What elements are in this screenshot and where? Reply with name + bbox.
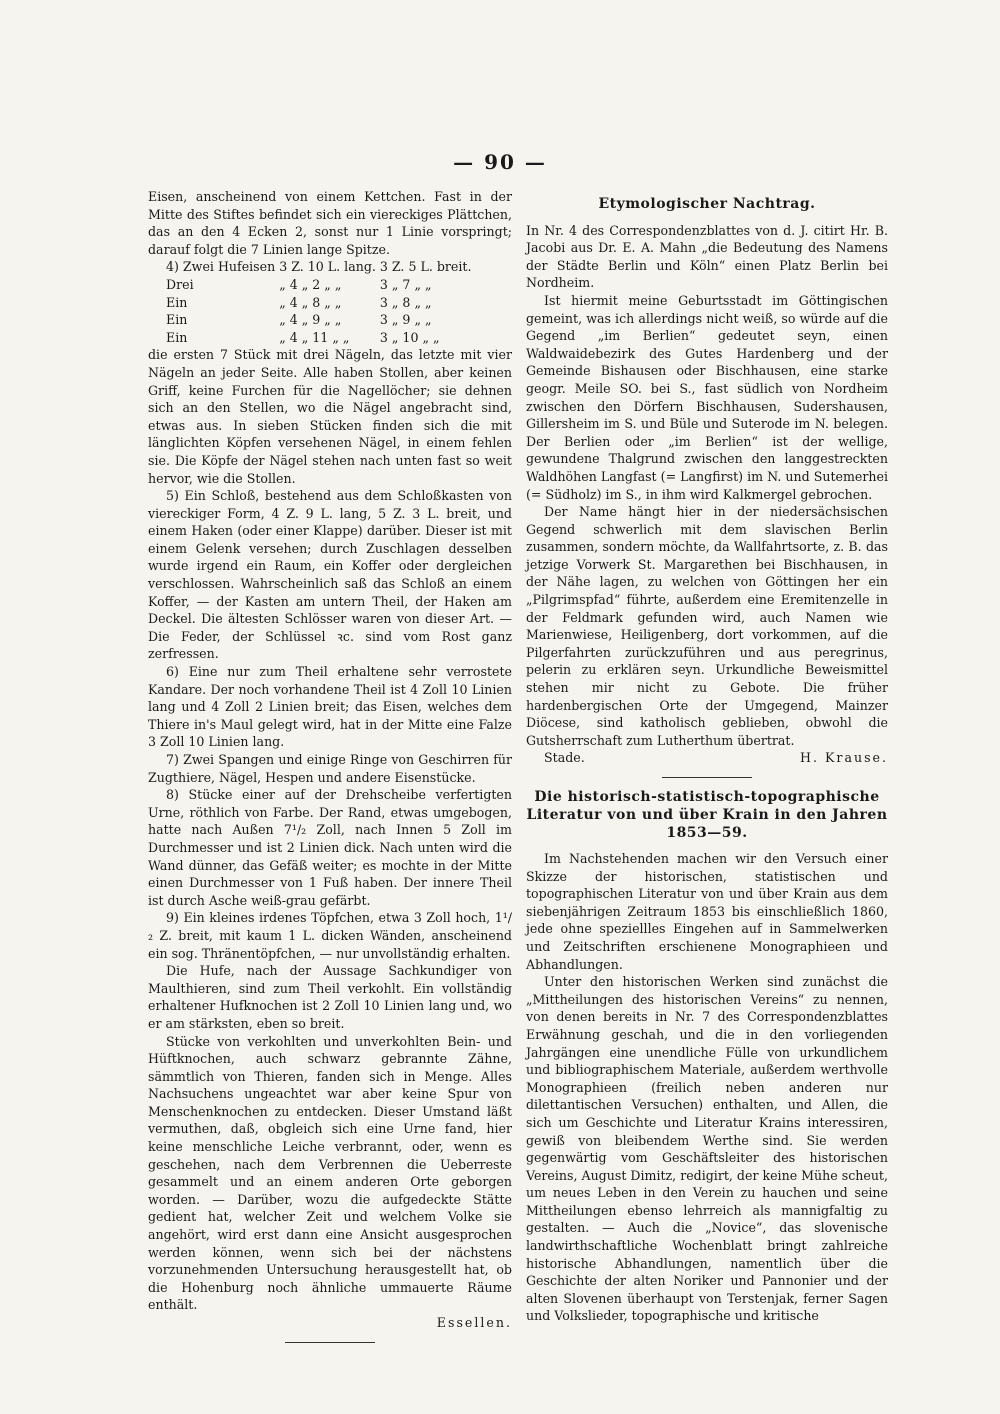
paragraph: Im Nachstehenden machen wir den Versuch einer Skizze der historischen, statistischen und topographischen Literatur von und über Krain aus dem siebenjährigen Zeitraum 1853 bis einschließlich 1860, jede ohne speziellles Eingehen auf in Sammelwerken und Zeitschriften erschienene Monographieen und Abhandlungen. [526,851,888,972]
table-cell: 3 „ 10 „ „ [379,329,440,345]
paragraph: 8) Stücke einer auf der Drehscheibe verfertigten Urne, röthlich von Farbe. Der Rand, etwas umgebogen, hatte nach Außen 7¹/₂ Zoll, nach Innen 5 Zoll im Durchmesser und ist 2 Linien dick. Nach unten wird die Wand dünner, das Gefäß weiter; es mochte in der Mitte einen Durchmesser von 1 Fuß haben. Der innere Theil ist durch Asche weiß-grau gefärbt. [148,787,512,908]
table-cell: Drei [166,276,194,292]
signature: Essellen. [436,1315,512,1330]
paragraph: Der Name hängt hier in der niedersächsischen Gegend schwerlich mit dem slavischen Berlin zusammen, sondern möchte, da Wallfahrtsorte, z. B. das jetzige Vorwerk St. Margarethen bei Bischhausen, in der Nähe lagen, zu welchen von Göttingen her ein „Pilgrimspfad“ führte, außerdem eine Eremitenzelle in der Feldmark gefunden wird, auch Namen wie Marienwiese, Heiligenberg, dort vorkommen, auf die Pilgerfahrten zurückzuführen und aus peregrinus, pelerin zu erklären seyn. Urkundliche Beweismittel stehen mir nicht zu Gebote. Die früher hardenbergischen Orte der Umgegend, Mainzer Diöcese, sind katholisch geblieben, obwohl die Gutsherrschaft zum Lutherthum übertrat. [526,504,888,748]
table-cell: Ein [166,329,188,345]
table-cell: 3 Z. 10 L. lang. [279,259,376,275]
section-title: Die historisch-statistisch-topographische Literatur von und über Krain in den Jahren 1853—59. [526,789,888,841]
table-cell: „ 4 „ 9 „ „ [279,312,342,328]
paragraph: 9) Ein kleines irdenes Töpfchen, etwa 3 Zoll hoch, 1¹/₂ Z. breit, mit kaum 1 L. dicken Wänden, anscheinend ein sog. Thränentöpfchen, — nur unvollständig erhalten. [148,910,512,961]
table-row [166,294,475,312]
table-cell: „ 4 „ 2 „ „ [279,276,342,292]
paragraph: Unter den historischen Werken sind zunächst die „Mittheilungen des historischen Vereins“ zu nennen, von denen bereits in Nr. 7 des Correspondenzblattes Erwähnung geschah, und die in den vorliegenden Jahrgängen eine unendliche Fülle von urkundlichem und bibliographischem Materiale, außerdem werthvolle Monographieen (freilich neben anderen nur dilettantischen Versuchen) enthalten, und Allen, die sich um Geschichte und Literatur Krains interessiren, gewiß von bleibendem Werthe sind. Sie werden gegenwärtig vom Geschäftsleiter des historischen Vereins, August Dimitz, redigirt, der keine Mühe scheut, um neues Leben in den Verein zu hauchen und seine Mittheilungen ebenso lehrreich als mannigfaltig zu gestalten. — Auch die „Novice“, das slovenische landwirthschaftliche Wochenblatt bringt zahlreiche historische Abhandlungen, namentlich über die Geschichte der alten Noriker und Pannonier und der alten Slovenen überhaupt von Terstenjak, ferner Sagen und Volkslieder, topographische und kritische [526,974,888,1324]
table-row [166,311,475,329]
paragraph: 7) Zwei Spangen und einige Ringe von Geschirren für Zugthiere, Nägel, Hespen und andere Eisenstücke. [148,752,512,785]
table-cell: „ 4 „ 11 „ „ [279,329,350,345]
paragraph: die ersten 7 Stück mit drei Nägeln, das letzte mit vier Nägeln an jeder Seite. Alle haben Stollen, aber keinen Griff, keine Furchen für die Nagellöcher; sie dehnen sich an den Stellen, wo die Nägel angebracht sind, etwas aus. In sieben Stücken finden sich die mit länglichten Köpfen versehenen Nägel, in einem fehlen sie. Die Köpfe der Nägel stehen nach unten fast so weit hervor, wie die Stollen. [148,347,512,486]
signature-place: Stade. [544,750,585,766]
paragraph: 6) Eine nur zum Theil erhaltene sehr verrostete Kandare. Der noch vorhandene Theil ist 4 Zoll 10 Linien lang und 4 Zoll 2 Linien breit; das Eisen, welches dem Thiere in's Maul gelegt wird, hat in der Mitte eine Falze 3 Zoll 10 Linien lang. [148,664,512,750]
table-row [166,329,475,347]
page-number: — 90 — [453,150,547,174]
table-cell: 3 „ 8 „ „ [379,294,432,310]
signature-line [526,749,888,767]
paragraph: Eisen, anscheinend von einem Kettchen. Fast in der Mitte des Stiftes befindet sich ein viereckiges Plättchen, das an den 4 Ecken 2, sonst nur 1 Linie vorspringt; darauf folgt die 7 Linien lange Spitze. [148,189,512,257]
paragraph: Stücke von verkohlten und unverkohlten Bein- und Hüftknochen, auch schwarz gebrannte Zähne, sämmtlich von Thieren, fanden sich in Menge. Alles Nachsuchens ungeachtet war aber keine Spur von Menschenknochen zu entdecken. Dieser Umstand läßt vermuthen, daß, obgleich sich eine Urne fand, hier keine menschliche Leiche verbrannt, oder, wenn es geschehen, nach dem Verbrennen die Ueberreste gesammelt und an einem anderen Orte geborgen worden. — Darüber, wozu die aufgedeckte Stätte gedient hat, welcher Zeit und welchem Volke sie angehört, wird erst dann eine Ansicht ausgesprochen werden können, wenn sich bei der nächstens vorzunehmenden Untersuchung herausgestellt hat, ob die Hohenburg noch ähnliche ummauerte Räume enthält. [148,1033,512,1313]
table-cell: Ein [166,312,188,328]
divider [662,777,752,778]
divider [285,1342,375,1343]
paragraph: Die Hufe, nach der Aussage Sachkundiger von Maulthieren, sind zum Theil verkohlt. Ein vollständig erhaltener Hufknochen ist 2 Zoll 10 Linien lang und, wo er am stärksten, eben so breit. [148,963,512,1031]
table-cell: „ 4 „ 8 „ „ [279,294,342,310]
horseshoe-table [166,258,475,346]
table-cell: 3 Z. 5 L. breit. [379,259,472,275]
table-cell: 3 „ 7 „ „ [379,276,432,292]
table-cell: Ein [166,294,188,310]
table-row [166,258,475,276]
right-column [526,188,888,1325]
left-column [148,188,512,1353]
table-cell: 3 „ 9 „ „ [379,312,432,328]
section-title: Etymologischer Nachtrag. [598,196,816,212]
paragraph: Ist hiermit meine Geburtsstadt im Göttingischen gemeint, was ich allerdings nicht weiß, so würde auf die Gegend „im Berlien“ gedeutet seyn, einen Waldwaidebezirk des Gutes Hardenberg und der Gemeinde Bishausen oder Bischhausen, eine starke geogr. Meile SO. bei S., fast südlich von Nordheim zwischen den Dörfern Bischhausen, Sudershausen, Gillersheim im S. und Büle und Suterode im N. belegen. Der Berlien oder „im Berlien“ ist der wellige, gewundene Thalgrund zwischen den langgestreckten Waldhöhen Langfast (= Langfirst) im N. und Sutemerhei (= Südholz) im S., in ihm wird Kalkmergel gebrochen. [526,292,888,502]
table-row [166,276,475,294]
signature-author: H. Krause. [800,750,888,766]
table-cell: 4) Zwei Hufeisen [166,259,276,275]
paragraph: 5) Ein Schloß, bestehend aus dem Schloßkasten von viereckiger Form, 4 Z. 9 L. lang, 5 Z. 3 L. breit, und einem Haken (oder einer Klappe) darüber. Dieser ist mit einem Gelenk versehen; durch Zuschlagen desselben wurde irgend ein Raum, ein Koffer oder dergleichen verschlossen. Wahrscheinlich saß das Schloß an einem Koffer, — der Kasten am untern Theil, der Haken am Deckel. Die ältesten Schlösser waren von dieser Art. — Die Feder, der Schlüssel ꝛc. sind vom Rost ganz zerfressen. [148,488,512,662]
paragraph: In Nr. 4 des Correspondenzblattes von d. J. citirt Hr. B. Jacobi aus Dr. E. A. Mahn „die Bedeutung des Namens der Städte Berlin und Köln“ einen Platz Berlin bei Nordheim. [526,222,888,291]
